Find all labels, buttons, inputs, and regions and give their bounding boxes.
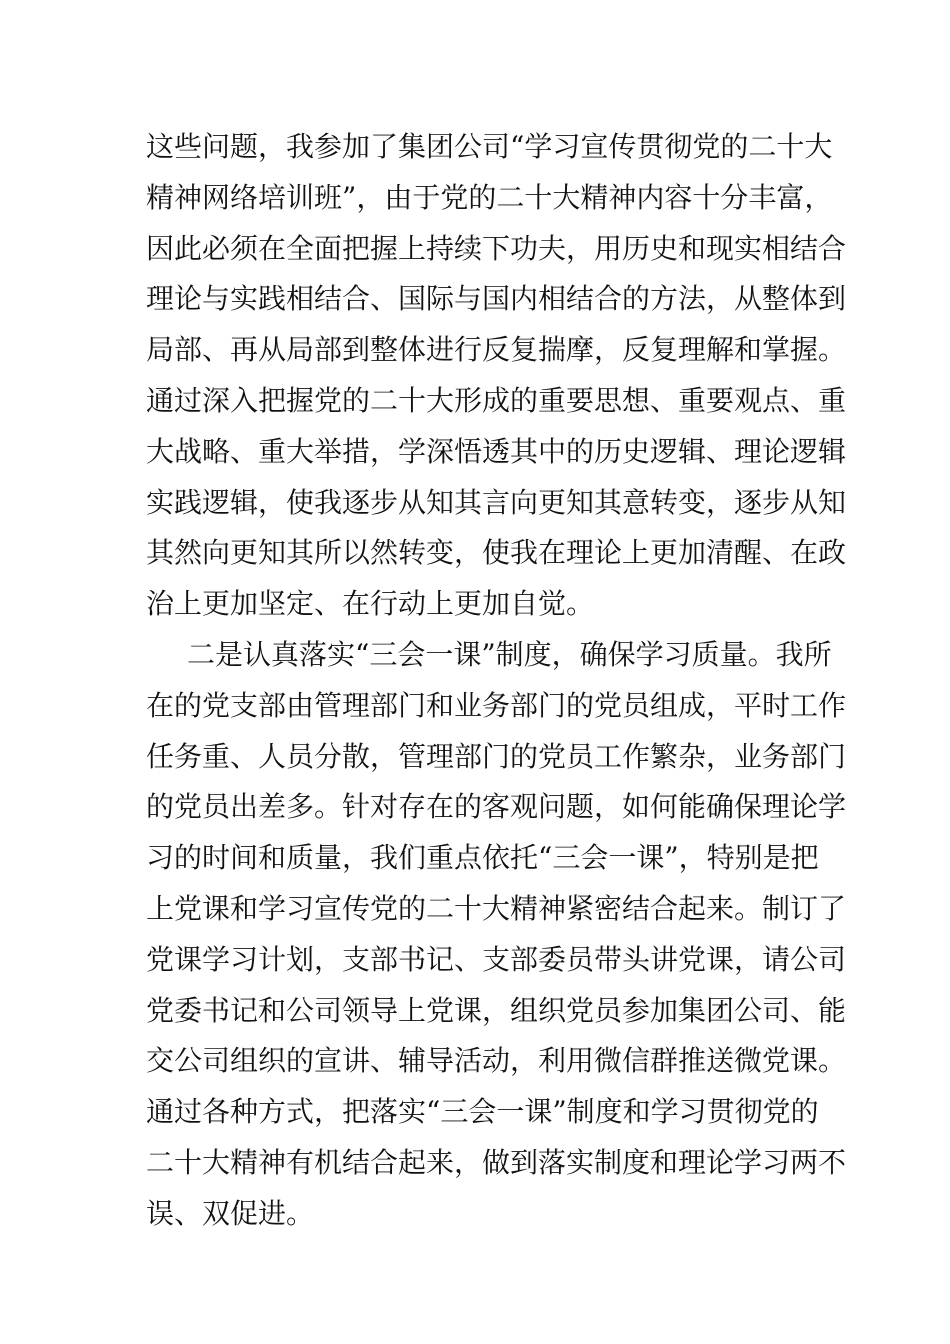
text-line: 治上更加坚定、在行动上更加自觉。 [146,587,595,621]
text-line: 局部、再从局部到整体进行反复揣摩，反复理解和掌握。 [146,333,847,367]
text-line: 习的时间和质量，我们重点依托“三会一课”，特别是把 [146,841,819,875]
text-line: 上党课和学习宣传党的二十大精神紧密结合起来。制订了 [146,891,847,925]
text-line: 党委书记和公司领导上党课，组织党员参加集团公司、能 [146,993,847,1027]
text-line: 这些问题，我参加了集团公司“学习宣传贯彻党的二十大 [146,130,833,163]
paragraph-start-line: 二是认真落实“三会一课”制度，确保学习质量。我所 [187,637,832,671]
text-line: 通过深入把握党的二十大形成的重要思想、重要观点、重 [146,383,847,417]
text-line: 理论与实践相结合、国际与国内相结合的方法，从整体到 [146,282,847,316]
text-line: 精神网络培训班”，由于党的二十大精神内容十分丰富， [146,180,833,214]
text-line: 其然向更知其所以然转变，使我在理论上更加清醒、在政 [146,536,847,570]
text-line: 误、双促进。 [146,1196,315,1230]
text-line: 大战略、重大举措，学深悟透其中的历史逻辑、理论逻辑 [146,434,847,468]
text-line: 实践逻辑，使我逐步从知其言向更知其意转变，逐步从知 [146,485,847,519]
text-line: 因此必须在全面把握上持续下功夫，用历史和现实相结合 [146,231,847,265]
text-line: 二十大精神有机结合起来，做到落实制度和理论学习两不 [146,1145,847,1179]
text-line: 在的党支部由管理部门和业务部门的党员组成，平时工作 [146,688,847,722]
text-line: 的党员出差多。针对存在的客观问题，如何能确保理论学 [146,790,847,824]
text-line: 通过各种方式，把落实“三会一课”制度和学习贯彻党的 [146,1095,819,1129]
body-text [146,122,847,1240]
text-line: 交公司组织的宣讲、辅导活动，利用微信群推送微党课。 [146,1044,847,1078]
text-line: 任务重、人员分散，管理部门的党员工作繁杂，业务部门 [146,739,847,773]
text-line: 党课学习计划，支部书记、支部委员带头讲党课，请公司 [146,942,847,976]
